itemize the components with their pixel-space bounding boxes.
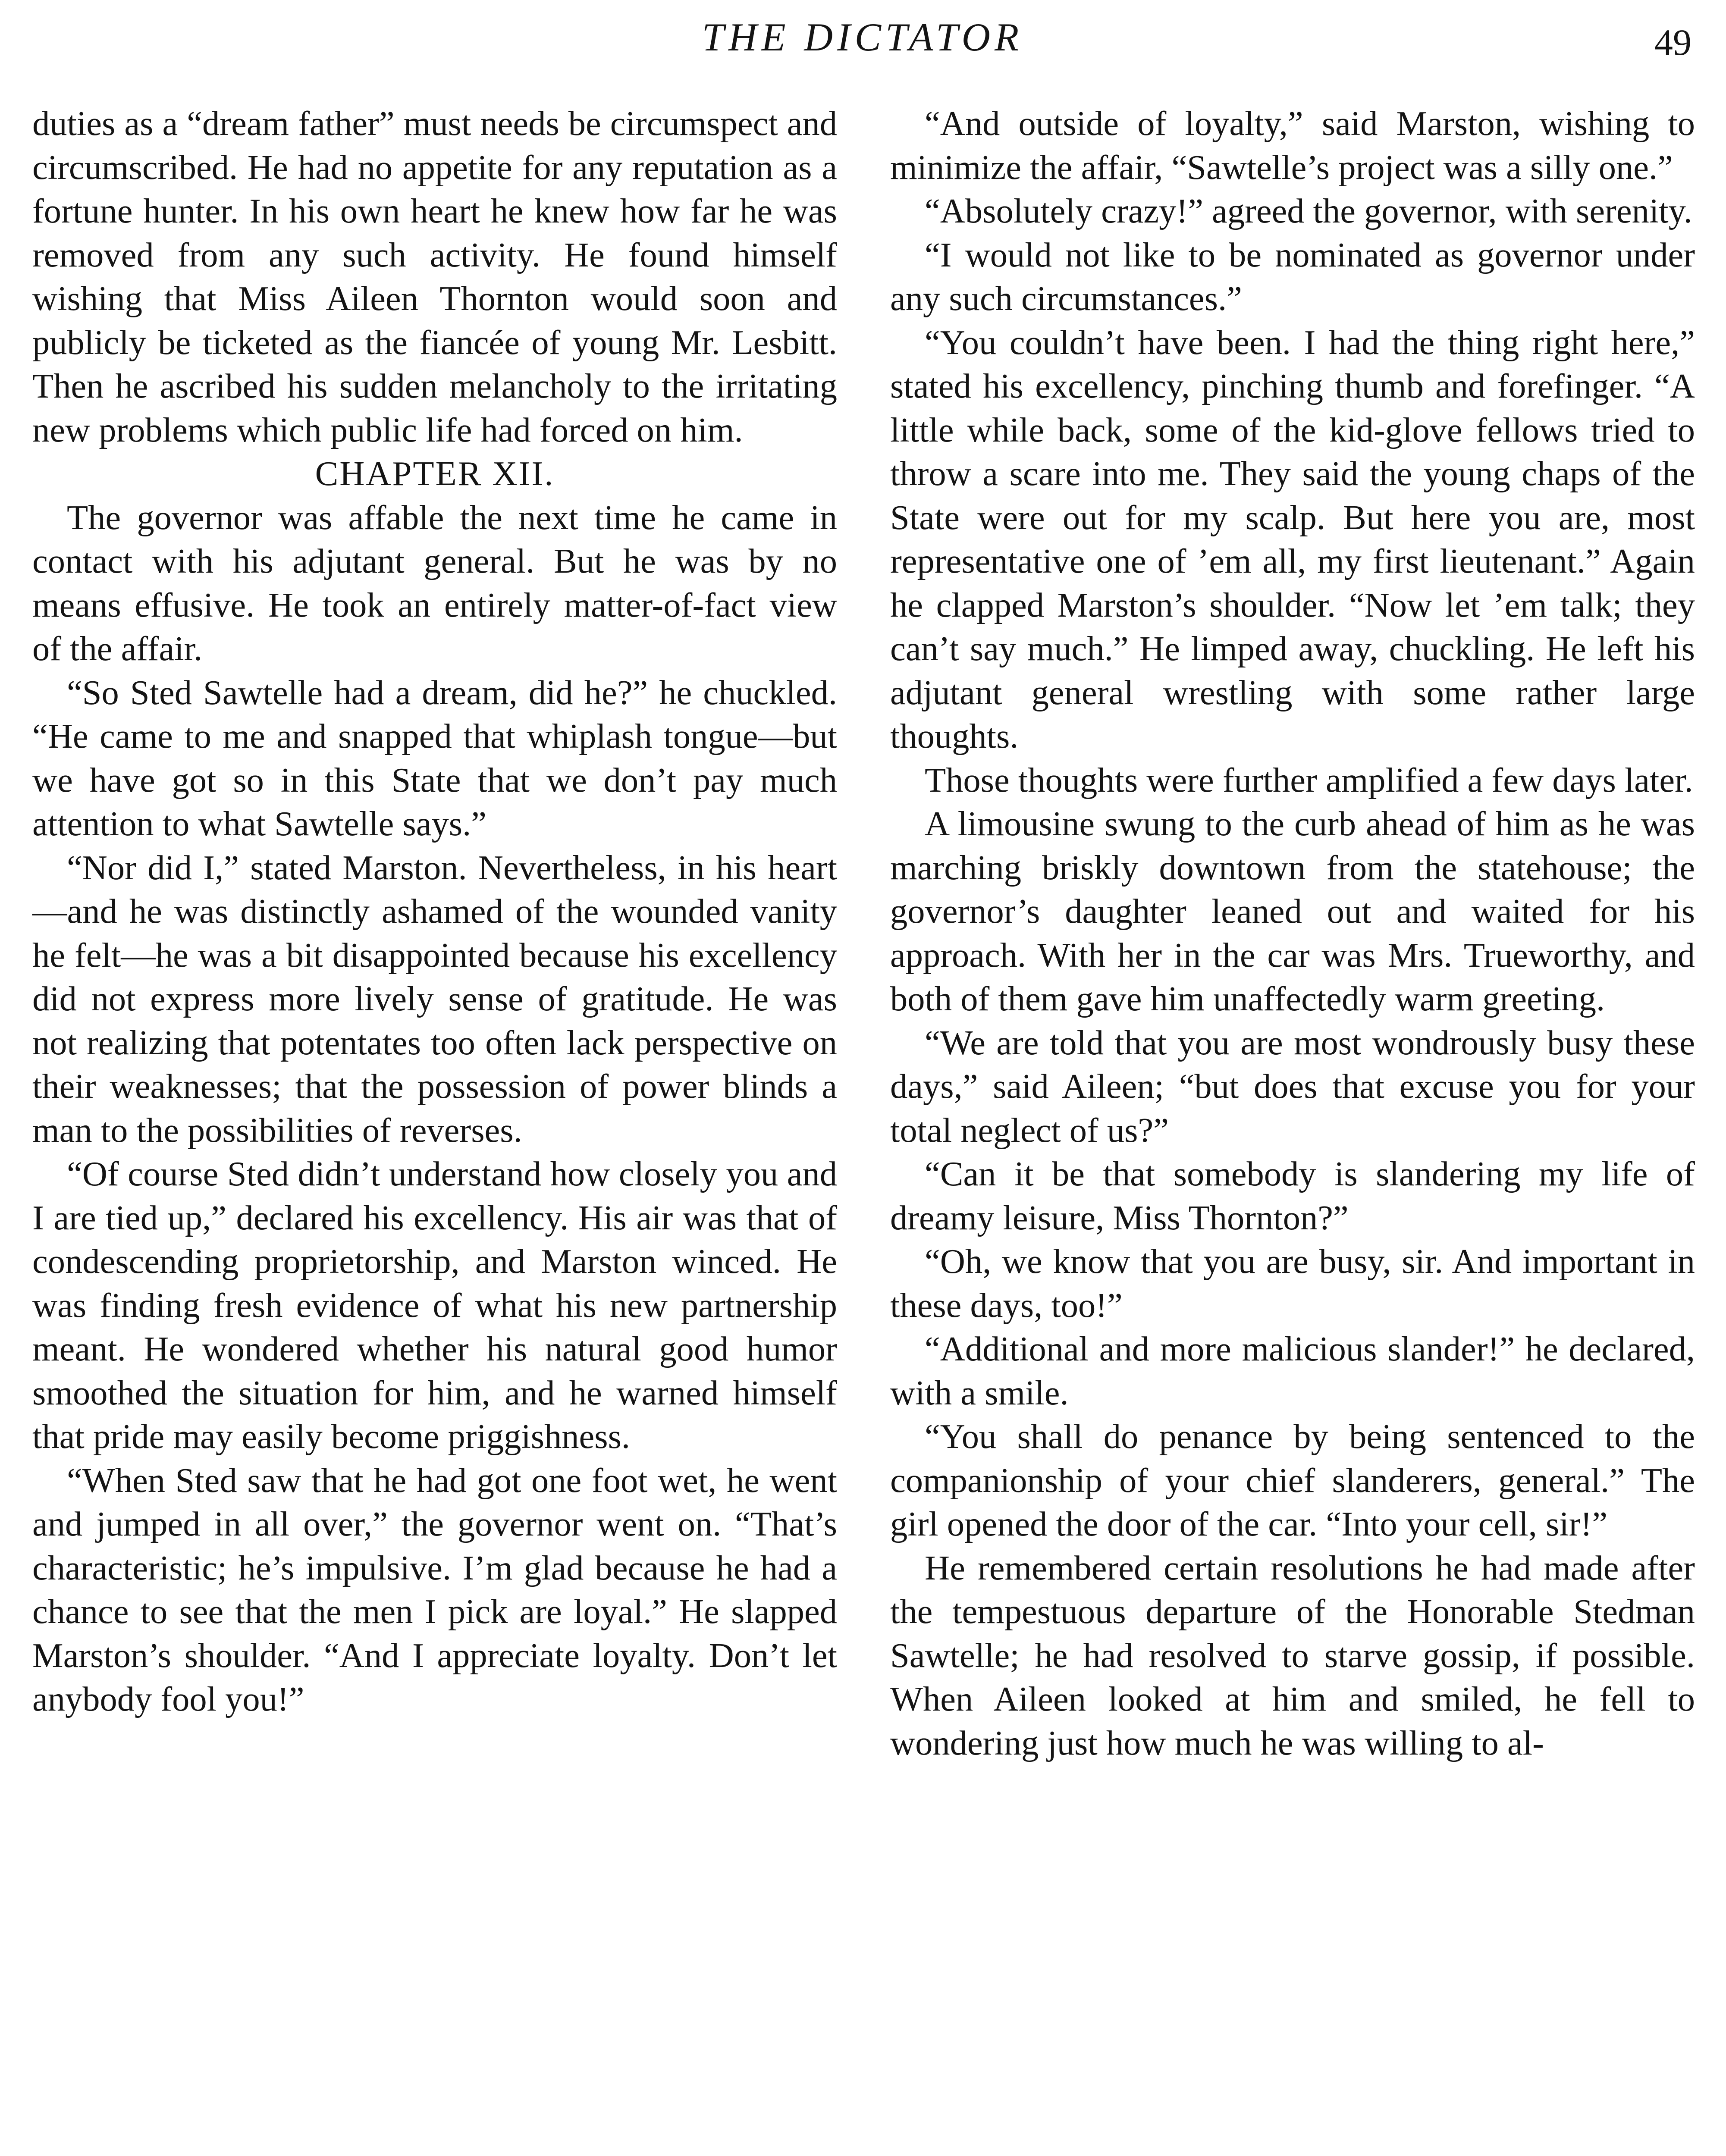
right-text-column xyxy=(890,102,1695,1765)
paragraph: “When Sted saw that he had got one foot wet, he went and jumped in all over,” the governor went on. “That’s characteristic; he’s impulsive. I’m glad because he had a chance to see that the men I pick are loyal.” He slapped Marston’s shoulder. “And I appreciate loyalty. Don’t let anybody fool you!” xyxy=(32,1461,837,1718)
paragraph: “You shall do penance by being sentenced to the companionship of your chief slanderers, general.” The girl opened the door of the car. “Into your cell, sir!” xyxy=(890,1417,1695,1543)
paragraph: The governor was affable the next time he came in contact with his adjutant general. But he was by no means effusive. He took an entirely matter-of-fact view of the affair. xyxy=(32,498,837,668)
paragraph: “And outside of loyalty,” said Marston, wishing to minimize the affair, “Sawtelle’s project was a silly one.” xyxy=(890,104,1695,187)
paragraph: “Nor did I,” stated Marston. Nevertheless, in his heart—and he was distinctly ashamed of the wounded vanity he felt—he was a bit disappointed because his excellency did not express more lively sense of gratitude. He was not realizing that potentates too often lack perspective on their weaknesses; that the possession of power blinds a man to the possibilities of reverses. xyxy=(32,848,837,1150)
paragraph: A limousine swung to the curb ahead of him as he was marching briskly downtown from the statehouse; the governor’s daughter leaned out and waited for his approach. With her in the car was Mrs. Trueworthy, and both of them gave him unaffectedly warm greeting. xyxy=(890,805,1695,1018)
paragraph: He remembered certain resolutions he had made after the tempestuous departure of the Honorable Stedman Sawtelle; he had resolved to starve gossip, if possible. When Aileen looked at him and smiled, he fell to wondering just how much he was willing to al- xyxy=(890,1548,1695,1762)
paragraph: “Of course Sted didn’t understand how closely you and I are tied up,” declared his excellency. His air was that of condescending proprietorship, and Marston winced. He was finding fresh evidence of what his new partnership meant. He wondered whether his natural good humor smoothed the situation for him, and he warned himself that pride may easily become priggishness. xyxy=(32,1155,837,1456)
paragraph: “Can it be that somebody is slandering my life of dreamy leisure, Miss Thornton?” xyxy=(890,1155,1695,1237)
paragraph-continuation: duties as a “dream father” must needs be circumspect and circumscribed. He had no appetite for any reputation as a fortune hunter. In his own heart he knew how far he was removed from any such activity. He found himself wishing that Miss Aileen Thornton would soon and publicly be ticketed as the fiancée of young Mr. Lesbitt. Then he ascribed his sudden melancholy to the irritating new problems which public life had forced on him. xyxy=(32,104,837,449)
chapter-heading: CHAPTER XII. xyxy=(315,454,555,493)
paragraph: Those thoughts were further amplified a few days later. xyxy=(925,761,1693,799)
paragraph: “I would not like to be nominated as governor under any such circumstances.” xyxy=(890,235,1695,318)
paragraph: “We are told that you are most wondrously busy these days,” said Aileen; “but does that excuse you for your total neglect of us?” xyxy=(890,1023,1695,1150)
paragraph: “You couldn’t have been. I had the thing right here,” stated his excellency, pinching thumb and forefinger. “A little while back, some of the kid-glove fellows tried to throw a scare into me. They said the young chaps of the State were out for my scalp. But here you are, most representative one of ’em all, my first lieutenant.” Again he clapped Marston’s shoulder. “Now let ’em talk; they can’t say much.” He limped away, chuckling. He left his adjutant general wrestling with some rather large thoughts. xyxy=(890,323,1695,755)
page-number: 49 xyxy=(1654,22,1691,63)
paragraph: “Oh, we know that you are busy, sir. And important in these days, too!” xyxy=(890,1242,1695,1325)
left-text-column xyxy=(32,102,837,1721)
running-header-title: THE DICTATOR xyxy=(702,15,1023,59)
paragraph: “So Sted Sawtelle had a dream, did he?” he chuckled. “He came to me and snapped that whiplash tongue—but we have got so in this State that we don’t pay much attention to what Sawtelle says.” xyxy=(32,673,837,843)
paragraph: “Absolutely crazy!” agreed the governor, with serenity. xyxy=(925,192,1692,230)
paragraph: “Additional and more malicious slander!” he declared, with a smile. xyxy=(890,1330,1695,1412)
